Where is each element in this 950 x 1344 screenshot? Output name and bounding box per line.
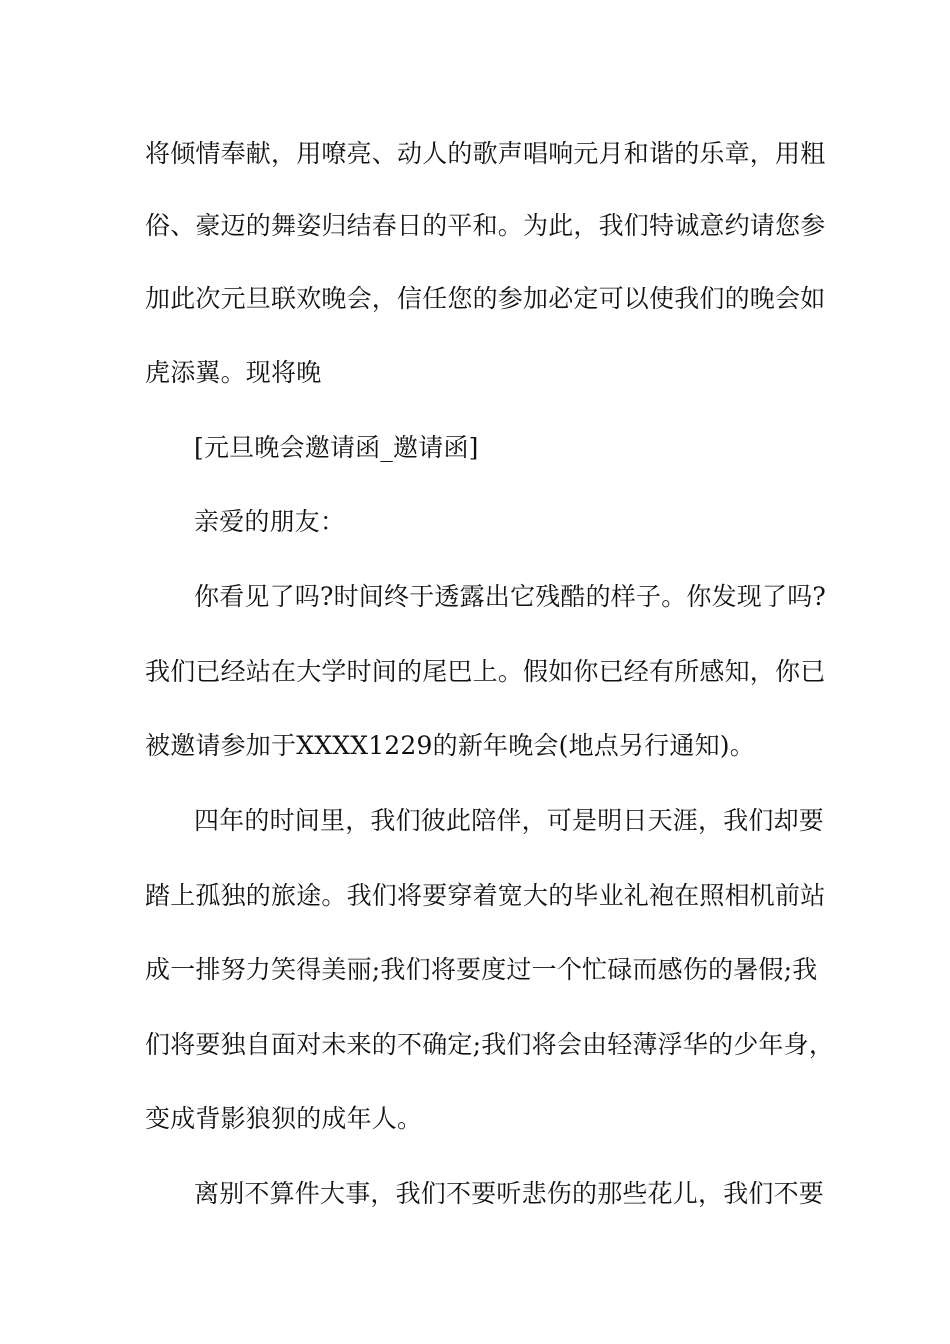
text-line: 离别不算件大事，我们不要听悲伤的那些花儿，我们不要 bbox=[194, 1179, 825, 1208]
text-line: 你看见了吗?时间终于透露出它残酷的样子。你发现了吗? bbox=[194, 582, 827, 611]
text-line: 变成背影狼狈的成年人。 bbox=[145, 1104, 423, 1133]
text-line: 踏上孤独的旅途。我们将要穿着宽大的毕业礼袍在照相机前站 bbox=[145, 881, 826, 910]
text-line: 被邀请参加于XXXX1229的新年晚会(地点另行通知)。 bbox=[145, 731, 755, 760]
text-line: 加此次元旦联欢晚会，信任您的参加必定可以使我们的晚会如 bbox=[145, 284, 826, 313]
text-line: 们将要独自面对未来的不确定;我们将会由轻薄浮华的少年身， bbox=[145, 1030, 835, 1059]
section-heading: [元旦晚会邀请函_邀请函] bbox=[194, 433, 479, 462]
text-line: 将倾情奉献，用嘹亮、动人的歌声唱响元月和谐的乐章，用粗 bbox=[145, 139, 826, 168]
text-line: 俗、豪迈的舞姿归结春日的平和。为此，我们特诚意约请您参 bbox=[145, 211, 826, 240]
text-line: 虎添翼。现将晚 bbox=[145, 358, 322, 387]
text-line: 成一排努力笑得美丽;我们将要度过一个忙碌而感伤的暑假;我 bbox=[145, 955, 818, 984]
text-line: 四年的时间里，我们彼此陪伴，可是明日天涯，我们却要 bbox=[194, 806, 825, 835]
salutation: 亲爱的朋友： bbox=[194, 507, 346, 536]
text-line: 我们已经站在大学时间的尾巴上。假如你已经有所感知，你已 bbox=[145, 657, 826, 686]
